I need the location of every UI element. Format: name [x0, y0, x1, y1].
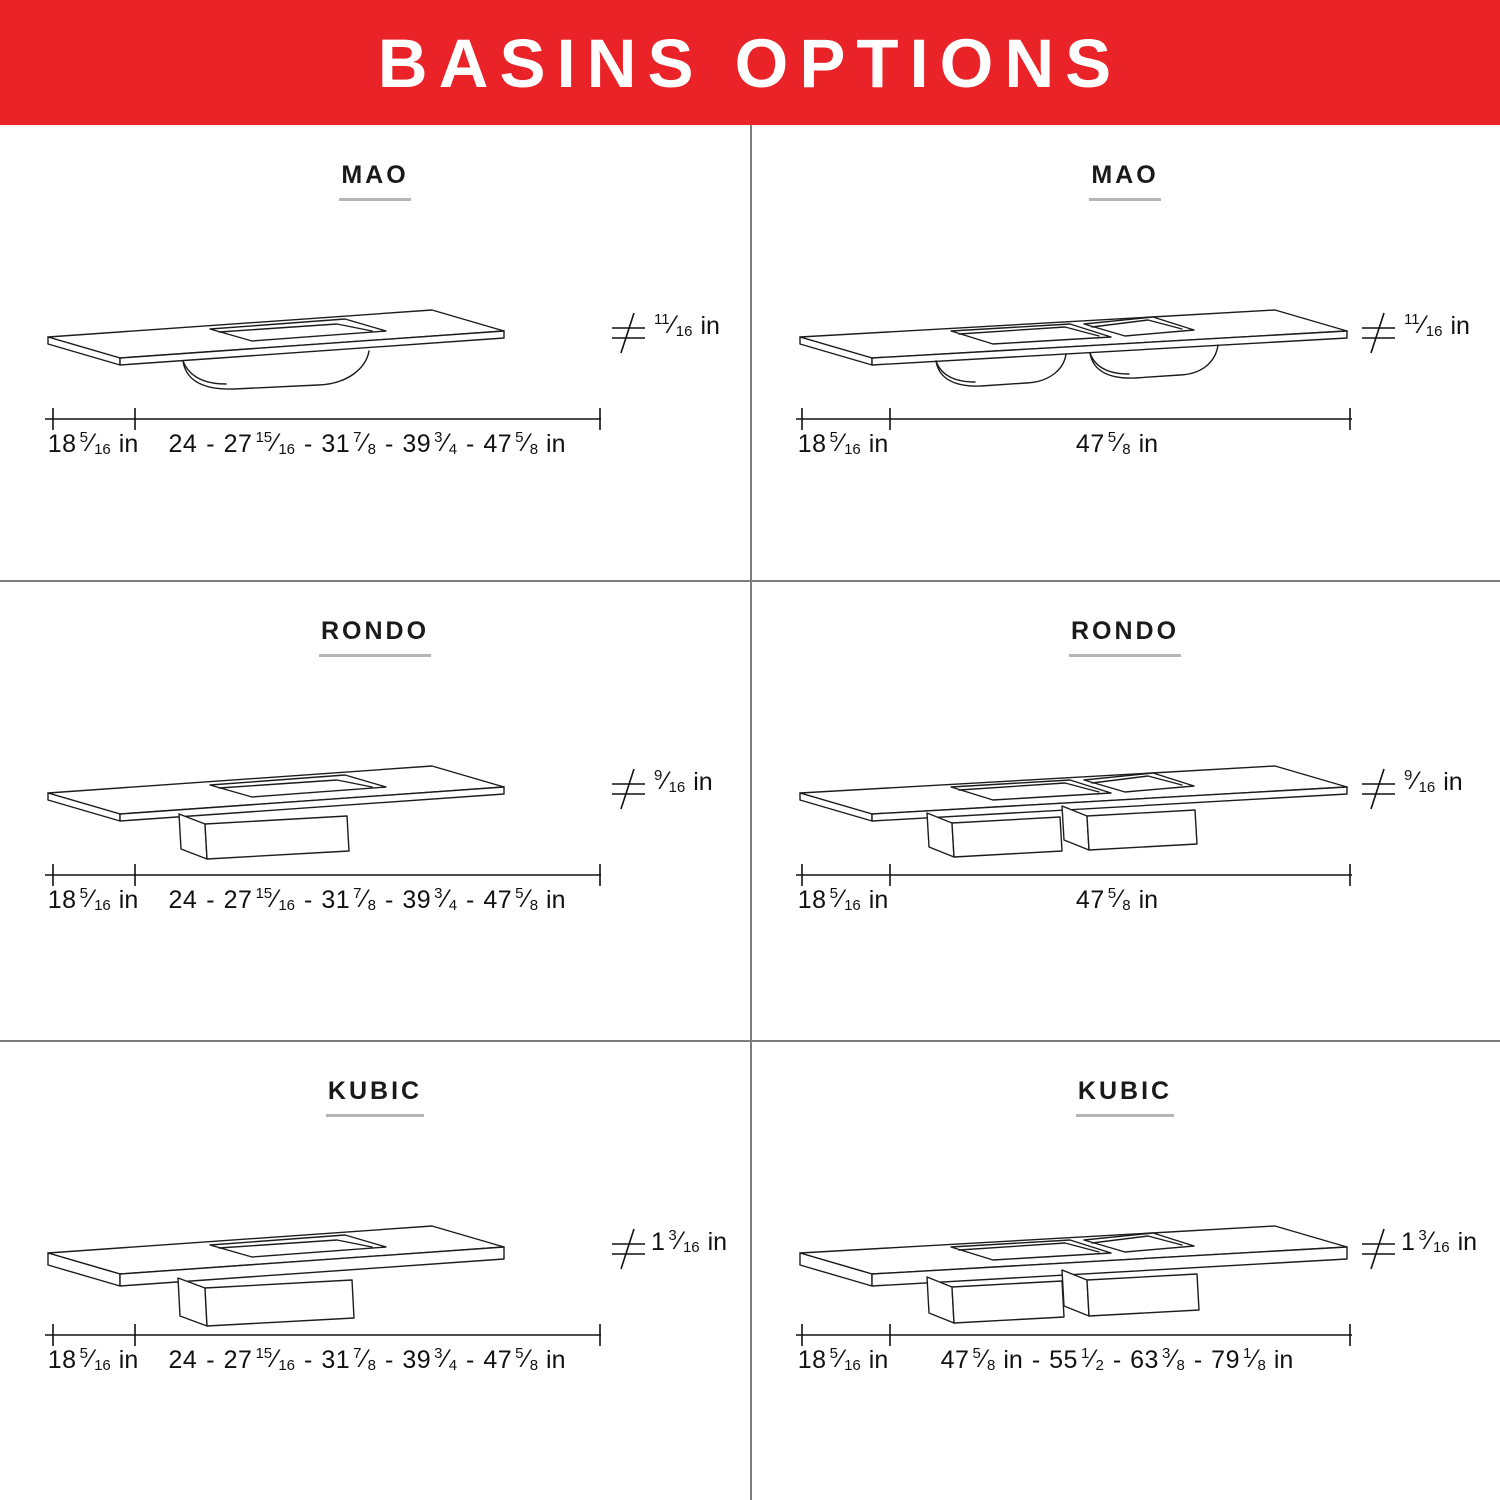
thickness-label: $^{11}$⁄16 in	[654, 311, 720, 340]
thickness-symbol	[1362, 313, 1395, 353]
width-label: 24 - 27 $^{15}$⁄16 - 31 $^7$⁄8 - 39 $^3$⁄4 - 47 $^5$⁄8 in	[168, 885, 566, 914]
basin-box	[179, 814, 349, 859]
mao-single-drawing	[0, 125, 750, 580]
width-dimension-line	[45, 1324, 601, 1346]
kubic-double-drawing	[750, 1041, 1500, 1500]
thickness-symbol	[612, 769, 645, 809]
panel-rondo-single	[0, 581, 750, 1040]
countertop-slab	[48, 310, 504, 365]
panel-mao-double	[750, 125, 1500, 580]
thickness-label: 1 $^3$⁄16 in	[1401, 1227, 1478, 1256]
panel-rondo-double	[750, 581, 1500, 1040]
depth-label: 18 $^5$⁄16 in	[797, 885, 889, 914]
basin-box	[178, 1278, 354, 1326]
thickness-symbol	[1362, 769, 1395, 809]
depth-label: 18 $^5$⁄16 in	[47, 429, 139, 458]
mao-double-drawing	[750, 125, 1500, 580]
panel-title: RONDO	[0, 617, 750, 657]
depth-label: 18 $^5$⁄16 in	[47, 1345, 139, 1374]
thickness-symbol	[612, 1229, 645, 1269]
header-banner	[0, 0, 1500, 125]
countertop-slab	[48, 1226, 504, 1286]
thickness-label: $^9$⁄16 in	[1404, 767, 1463, 796]
width-dimension-line	[45, 408, 601, 430]
width-label: 47 $^5$⁄8 in	[1075, 885, 1159, 914]
width-label: 47 $^5$⁄8 in	[1075, 429, 1159, 458]
countertop-slab	[800, 310, 1347, 365]
width-label: 47 $^5$⁄8 in - 55 $^1$⁄2 - 63 $^3$⁄8 - 79 $^1$⁄8 in	[940, 1345, 1294, 1374]
rondo-double-drawing	[750, 581, 1500, 1040]
thickness-label: $^9$⁄16 in	[654, 767, 713, 796]
page-title: BASINS OPTIONS	[377, 25, 1123, 102]
panel-title: MAO	[0, 161, 750, 201]
width-dimension-line	[45, 864, 601, 886]
thickness-label: 1 $^3$⁄16 in	[651, 1227, 728, 1256]
width-label: 24 - 27 $^{15}$⁄16 - 31 $^7$⁄8 - 39 $^3$⁄4 - 47 $^5$⁄8 in	[168, 429, 566, 458]
panel-mao-single	[0, 125, 750, 580]
panel-kubic-double	[750, 1041, 1500, 1500]
panel-title: MAO	[750, 161, 1500, 201]
thickness-label: $^{11}$⁄16 in	[1404, 311, 1470, 340]
rondo-single-drawing	[0, 581, 750, 1040]
panel-kubic-single	[0, 1041, 750, 1500]
depth-label: 18 $^5$⁄16 in	[47, 885, 139, 914]
thickness-symbol	[1362, 1229, 1395, 1269]
width-dimension-line	[796, 1324, 1352, 1346]
depth-label: 18 $^5$⁄16 in	[797, 1345, 889, 1374]
width-dimension-line	[796, 864, 1352, 886]
width-label: 24 - 27 $^{15}$⁄16 - 31 $^7$⁄8 - 39 $^3$⁄4 - 47 $^5$⁄8 in	[168, 1345, 566, 1374]
width-dimension-line	[796, 408, 1352, 430]
countertop-slab	[48, 766, 504, 821]
panel-title: KUBIC	[750, 1077, 1500, 1117]
panel-title: KUBIC	[0, 1077, 750, 1117]
kubic-single-drawing	[0, 1041, 750, 1500]
depth-label: 18 $^5$⁄16 in	[797, 429, 889, 458]
thickness-symbol	[612, 313, 645, 353]
panel-title: RONDO	[750, 617, 1500, 657]
